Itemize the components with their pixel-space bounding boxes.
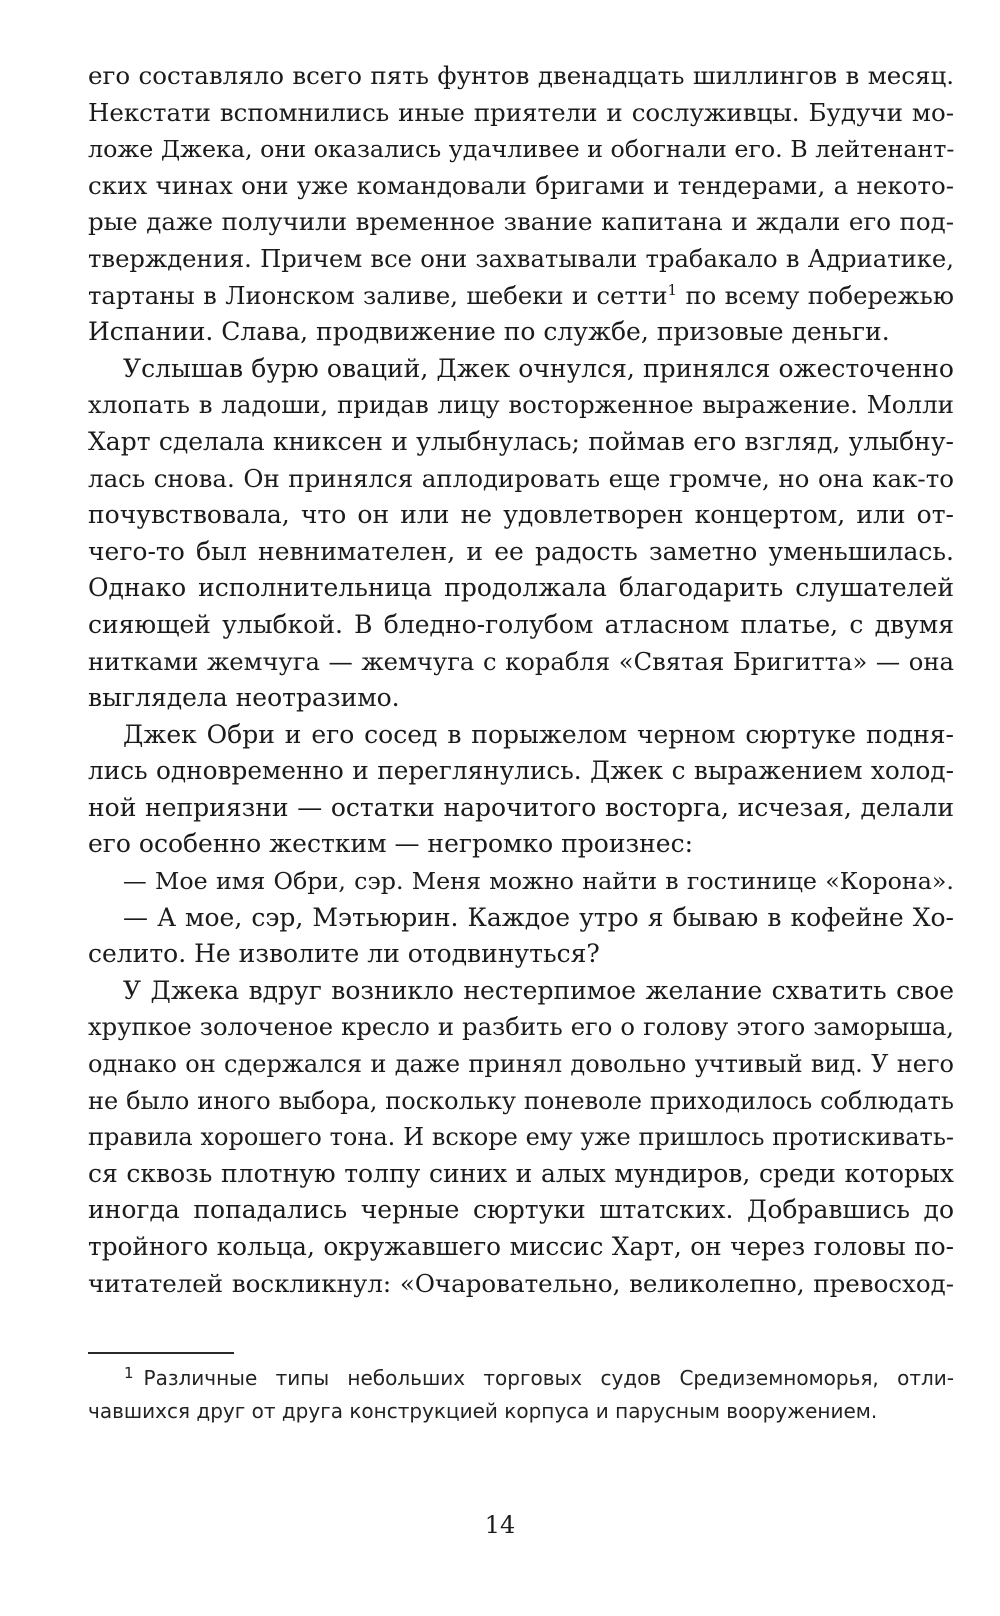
text-line: ной неприязни — остатки нарочитого восторга, исчезая, делали bbox=[88, 792, 954, 822]
text-line: сияющей улыбкой. В бледно-голубом атласном платье, с двумя bbox=[88, 609, 954, 639]
text-line: его составляло всего пять фунтов двенадцать шиллингов в месяц. bbox=[88, 61, 954, 90]
text-line: правила хорошего тона. И вскоре ему уже пришлось протискивать- bbox=[88, 1123, 954, 1152]
text-span: по всему побережью bbox=[677, 280, 954, 310]
text-line: иногда попадались черные сюртуки штатских. Добравшись до bbox=[88, 1195, 954, 1225]
text-line: почувствовала, что он или не удовлетворен концертом, или от- bbox=[88, 500, 954, 530]
footnote-line: 1 Различные типы небольших торговых судов Средиземноморья, отли- bbox=[124, 1364, 954, 1390]
text-line: читателей воскликнул: «Очаровательно, великолепно, превосход- bbox=[88, 1268, 954, 1298]
footnote-line: чавшихся друг от друга конструкцией корпуса и парусным вооружением. bbox=[88, 1399, 878, 1423]
text-line: выглядела неотразимо. bbox=[88, 683, 400, 713]
text-line: его особенно жестким — негромко произнес: bbox=[88, 829, 693, 859]
text-line: рые даже получили временное звание капитана и ждали его под- bbox=[88, 207, 954, 237]
dialogue-line: — А мое, сэр, Мэтьюрин. Каждое утро я бываю в кофейне Хо- bbox=[123, 902, 954, 932]
main-text bbox=[88, 58, 954, 1302]
footnote bbox=[88, 1362, 954, 1428]
text-line: лись одновременно и переглянулись. Джек с выражением холод- bbox=[88, 756, 954, 786]
text-span: тартаны в Лионском заливе, шебеки и сетти bbox=[88, 280, 668, 310]
footnote-reference[interactable]: 1 bbox=[667, 280, 678, 299]
text-line: Испании. Слава, продвижение по службе, призовые деньги. bbox=[88, 317, 890, 347]
text-line: лась снова. Он принялся аплодировать еще громче, но она как-то bbox=[88, 463, 954, 493]
paragraph-first-line: У Джека вдруг возникло нестерпимое желание схватить свое bbox=[123, 975, 954, 1005]
footnote-text: Различные типы небольших торговых судов Средиземноморья, отли- bbox=[143, 1366, 954, 1390]
page-number: 14 bbox=[484, 1511, 516, 1539]
text-line: ложе Джека, они оказались удачливее и обогнали его. В лейтенант- bbox=[88, 135, 955, 164]
dialogue-line: — Мое имя Обри, сэр. Меня можно найти в гостинице «Корона». bbox=[123, 867, 954, 896]
text-line: ся сквозь плотную толпу синих и алых мундиров, среди которых bbox=[88, 1158, 954, 1188]
text-line: ских чинах они уже командовали бригами и тендерами, а некото- bbox=[88, 170, 954, 200]
text-line: Однако исполнительница продолжала благодарить слушателей bbox=[88, 573, 954, 603]
footnote-divider bbox=[88, 1352, 234, 1354]
text-line: однако он сдержался и даже принял довольно учтивый вид. У него bbox=[88, 1050, 954, 1079]
text-line: Харт сделала книксен и улыбнулась; поймав его взгляд, улыбну- bbox=[88, 426, 954, 456]
text-line-with-footnote-ref bbox=[88, 278, 954, 315]
text-line: Некстати вспомнились иные приятели и сослуживцы. Будучи мо- bbox=[88, 97, 954, 127]
paragraph-first-line: Услышав бурю оваций, Джек очнулся, принялся ожесточенно bbox=[123, 353, 954, 383]
text-line: тройного кольца, окружавшего миссис Харт, он через головы по- bbox=[88, 1232, 954, 1261]
paragraph-first-line: Джек Обри и его сосед в порыжелом черном сюртуке подня- bbox=[123, 719, 954, 749]
text-line: нитками жемчуга — жемчуга с корабля «Святая Бригитта» — она bbox=[88, 646, 954, 676]
text-line: хлопать в ладоши, придав лицу восторженное выражение. Молли bbox=[88, 390, 954, 420]
text-line: хрупкое золоченое кресло и разбить его о голову этого заморыша, bbox=[88, 1012, 954, 1042]
text-line: не было иного выбора, поскольку поневоле приходилось соблюдать bbox=[88, 1086, 954, 1115]
text-line: тверждения. Причем все они захватывали трабакало в Адриатике, bbox=[88, 243, 954, 273]
text-line: чего-то был невнимателен, и ее радость заметно уменьшилась. bbox=[88, 536, 954, 566]
text-line: селито. Не изволите ли отодвинуться? bbox=[88, 939, 600, 969]
